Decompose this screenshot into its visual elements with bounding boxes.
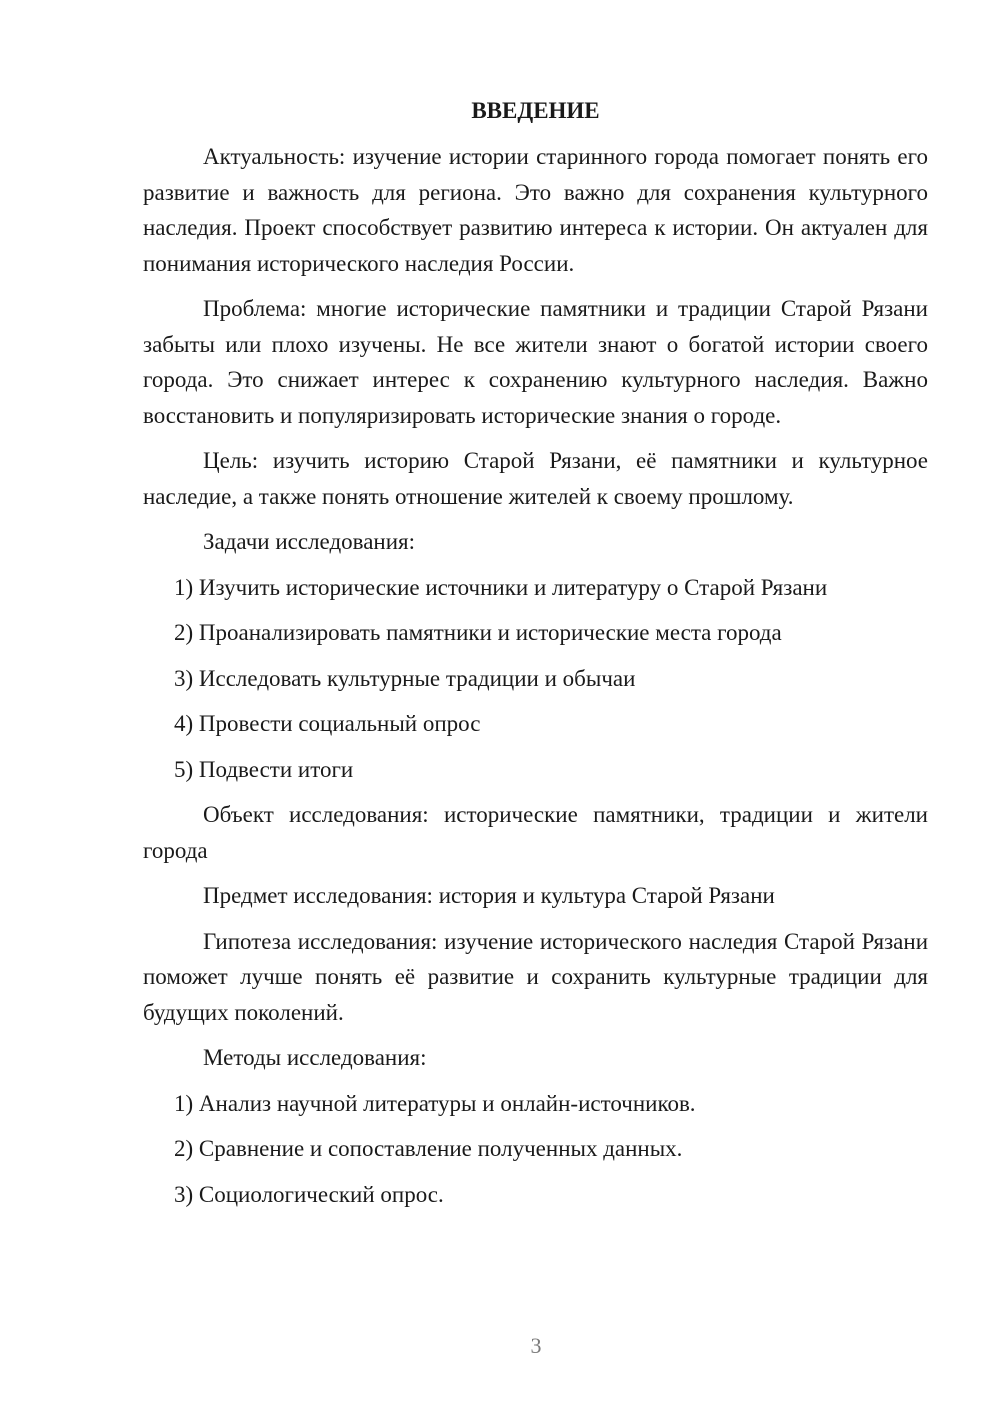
list-item: 5) Подвести итоги — [174, 756, 354, 782]
tasks-list — [143, 570, 928, 788]
list-item: 1) Анализ научной литературы и онлайн-источников. — [174, 1090, 696, 1116]
list-item: 4) Провести социальный опрос — [174, 711, 481, 736]
tasks-heading: Задачи исследования: — [203, 529, 416, 554]
page-title: ВВЕДЕНИЕ — [471, 98, 600, 123]
list-item: 3) Исследовать культурные традиции и обычаи — [174, 665, 636, 691]
list-item: 1) Изучить исторические источники и литературу о Старой Рязани — [174, 574, 828, 600]
methods-heading: Методы исследования: — [203, 1045, 427, 1070]
hypothesis-paragraph: Гипотеза исследования: изучение исторического наследия Старой Рязани поможет лучше понять её развитие и сохранить культурные традиции для будущих поколений. — [143, 928, 928, 1025]
problem-paragraph: Проблема: многие исторические памятники и традиции Старой Рязани забыты или плохо изучены. Не все жители знают о богатой истории своего города. Это снижает интерес к сохранению культурного наследия. Важно восстановить и популяризировать исторические знания о городе. — [143, 296, 928, 428]
subject-paragraph: Предмет исследования: история и культура Старой Рязани — [203, 883, 775, 908]
methods-list — [143, 1086, 928, 1213]
list-item: 3) Социологический опрос. — [174, 1181, 444, 1207]
relevance-paragraph: Актуальность: изучение истории старинного города помогает понять его развитие и важность для региона. Это важно для сохранения культурного наследия. Проект способствует развитию интереса к истории. Он актуален для понимания исторического наследия России. — [143, 144, 928, 276]
list-item: 2) Сравнение и сопоставление полученных данных. — [174, 1136, 683, 1161]
document-page — [143, 93, 928, 1222]
goal-paragraph: Цель: изучить историю Старой Рязани, её памятники и культурное наследие, а также понять отношение жителей к своему прошлому. — [143, 448, 928, 509]
list-item: 2) Проанализировать памятники и исторические места города — [174, 620, 782, 645]
page-number: 3 — [530, 1333, 542, 1358]
object-paragraph: Объект исследования: исторические памятники, традиции и жители города — [143, 802, 928, 863]
